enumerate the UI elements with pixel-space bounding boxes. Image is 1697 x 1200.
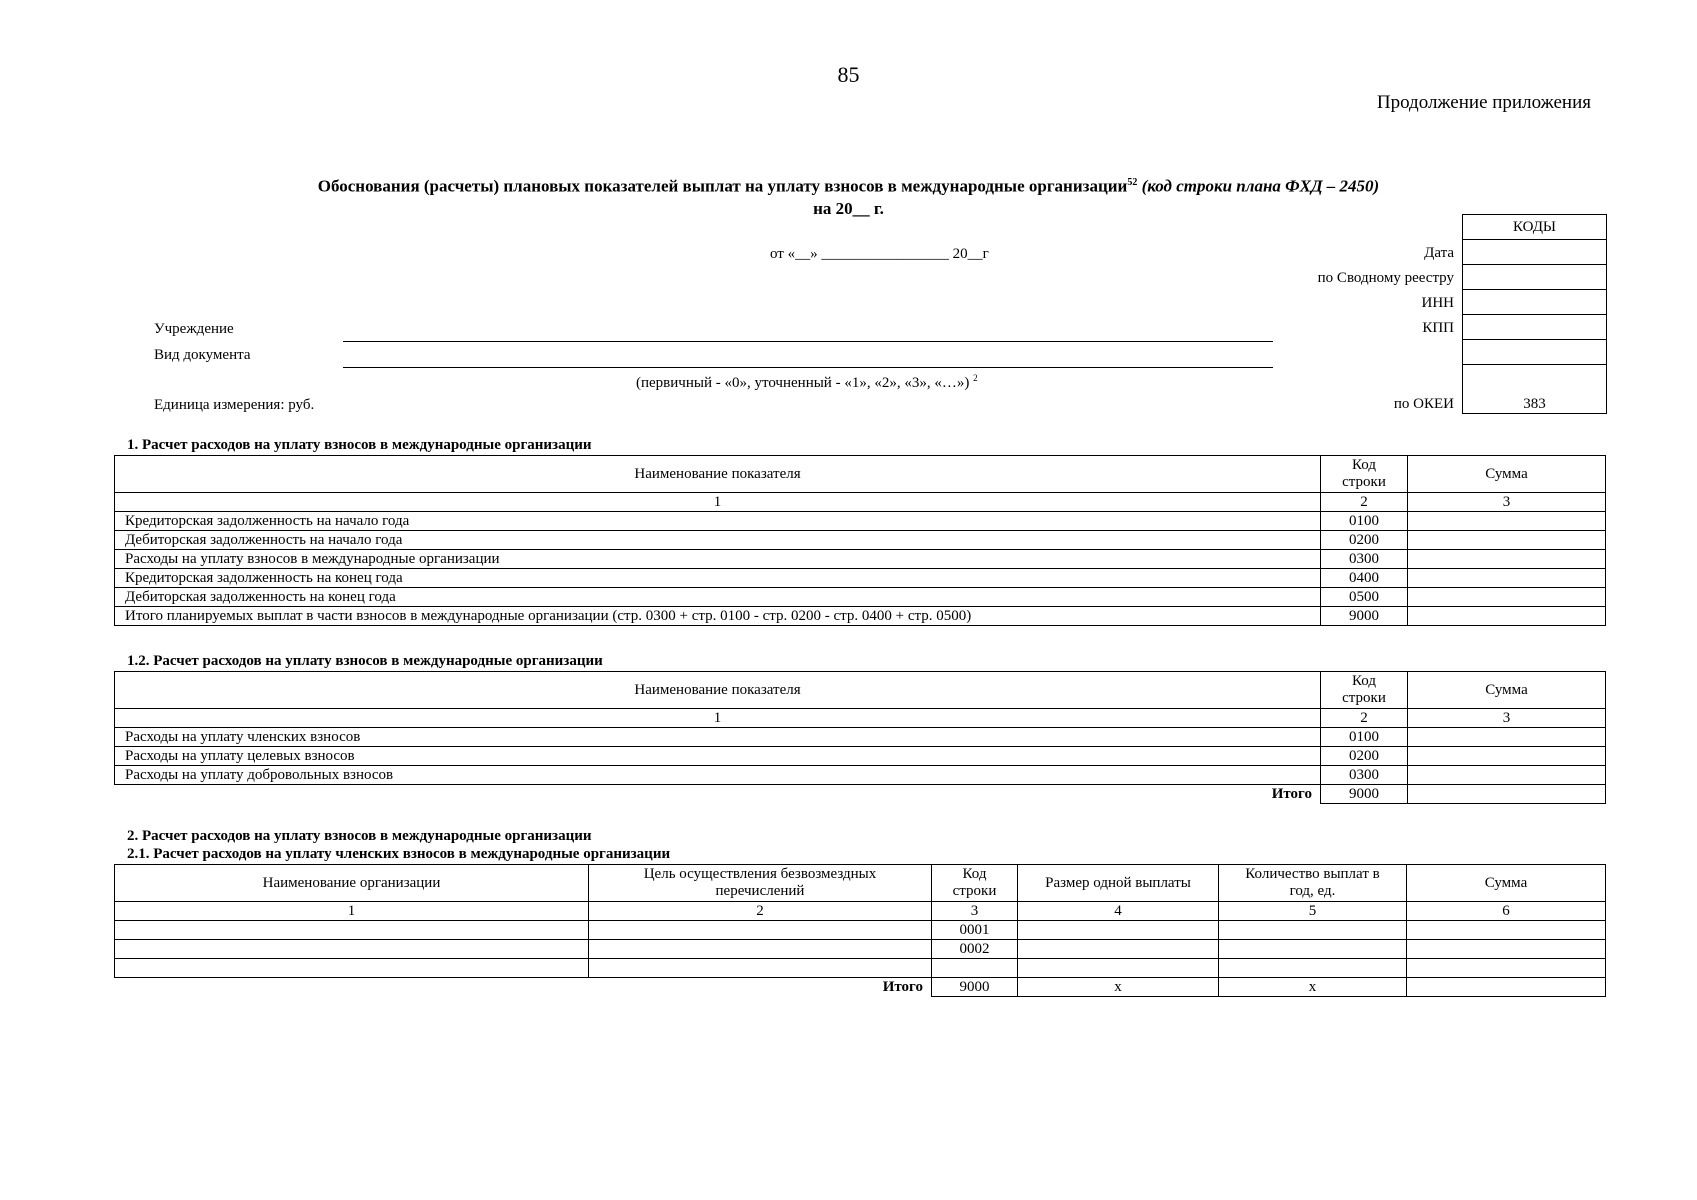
table-row bbox=[115, 607, 1606, 626]
s2-total-size: х bbox=[1018, 978, 1219, 997]
s2-row-code: 0002 bbox=[932, 940, 1018, 959]
s12-row-sum[interactable] bbox=[1408, 728, 1606, 747]
s1-row-code: 9000 bbox=[1321, 607, 1408, 626]
s2-total-sum[interactable] bbox=[1407, 978, 1606, 997]
title-italic: (код строки плана ФХД – 2450) bbox=[1137, 176, 1380, 196]
label-okei: по ОКЕИ bbox=[1393, 396, 1454, 412]
table-row bbox=[115, 747, 1606, 766]
s12-row-name: Расходы на уплату добровольных взносов bbox=[115, 766, 1321, 785]
code-date-cell[interactable] bbox=[1463, 240, 1607, 265]
s12-row-code: 0100 bbox=[1321, 728, 1408, 747]
section1-table bbox=[114, 455, 1606, 626]
doc-type-line[interactable] bbox=[343, 367, 1273, 368]
s1-header-sum: Сумма bbox=[1408, 456, 1606, 493]
section1-2-table bbox=[114, 671, 1606, 804]
s2-header-code-text: Код строки bbox=[952, 866, 997, 899]
s2-row-count[interactable] bbox=[1219, 921, 1407, 940]
s2-total-count: х bbox=[1219, 978, 1407, 997]
section2-1-title: 2.1. Расчет расходов на уплату членских взносов в международные организации bbox=[127, 846, 671, 862]
section2-1-table bbox=[114, 864, 1606, 997]
s12-header-code bbox=[1321, 672, 1408, 709]
s1-row-sum[interactable] bbox=[1408, 531, 1606, 550]
table-row bbox=[115, 512, 1606, 531]
s12-header-code-text: Код строки bbox=[1342, 673, 1386, 706]
code-kpp-cell[interactable] bbox=[1463, 315, 1607, 340]
s1-row-name: Дебиторская задолженность на начало года bbox=[115, 531, 1321, 550]
s2-header-count-text: Количество выплат в год, ед. bbox=[1245, 866, 1380, 899]
label-inn: ИНН bbox=[1421, 295, 1454, 311]
table-row bbox=[115, 766, 1606, 785]
s1-row-code: 0400 bbox=[1321, 569, 1408, 588]
codes-header: КОДЫ bbox=[1463, 215, 1607, 240]
code-registry-cell[interactable] bbox=[1463, 265, 1607, 290]
page-number: 85 bbox=[837, 62, 860, 87]
s1-row-sum[interactable] bbox=[1408, 588, 1606, 607]
s2-row-org[interactable] bbox=[115, 959, 589, 978]
code-inn-cell[interactable] bbox=[1463, 290, 1607, 315]
s1-colnum-3: 3 bbox=[1408, 493, 1606, 512]
s12-row-code: 0200 bbox=[1321, 747, 1408, 766]
s1-row-code: 0200 bbox=[1321, 531, 1408, 550]
s2-row-code: 0001 bbox=[932, 921, 1018, 940]
table-row bbox=[115, 921, 1606, 940]
s2-colnum-6: 6 bbox=[1407, 902, 1606, 921]
s1-row-name: Итого планируемых выплат в части взносов в международные организации (стр. 0300 + стр. 0100 - стр. 0200 - стр. 0400 + стр. 0500) bbox=[115, 607, 1321, 626]
s2-row-goal[interactable] bbox=[589, 940, 932, 959]
s2-row-sum[interactable] bbox=[1407, 959, 1606, 978]
unit-label: Единица измерения: руб. bbox=[154, 397, 315, 413]
s2-colnum-5: 5 bbox=[1219, 902, 1407, 921]
s2-header-sum: Сумма bbox=[1407, 865, 1606, 902]
s1-row-code: 0500 bbox=[1321, 588, 1408, 607]
institution-line[interactable] bbox=[343, 341, 1273, 342]
doc-type-label: Вид документа bbox=[154, 347, 251, 363]
s2-header-goal-text: Цель осуществления безвозмездных перечислений bbox=[643, 866, 877, 899]
s12-header-sum: Сумма bbox=[1408, 672, 1606, 709]
continuation-label: Продолжение приложения bbox=[1376, 92, 1591, 113]
table-row bbox=[115, 728, 1606, 747]
s12-colnum-1: 1 bbox=[115, 709, 1321, 728]
s1-row-sum[interactable] bbox=[1408, 569, 1606, 588]
institution-label: Учреждение bbox=[154, 321, 234, 337]
table-row bbox=[115, 940, 1606, 959]
label-kpp: КПП bbox=[1422, 320, 1454, 336]
s1-row-name: Кредиторская задолженность на конец года bbox=[115, 569, 1321, 588]
doc-type-hint-text: (первичный - «0», уточненный - «1», «2», «3», «…») bbox=[636, 375, 970, 391]
doc-type-hint-sup: 2 bbox=[973, 373, 978, 383]
s2-row-count[interactable] bbox=[1219, 959, 1407, 978]
s12-row-code: 0300 bbox=[1321, 766, 1408, 785]
s12-colnum-3: 3 bbox=[1408, 709, 1606, 728]
s1-row-sum[interactable] bbox=[1408, 607, 1606, 626]
s2-header-size: Размер одной выплаты bbox=[1018, 865, 1219, 902]
s2-header-code bbox=[932, 865, 1018, 902]
section1-title: 1. Расчет расходов на уплату взносов в международные организации bbox=[127, 437, 592, 453]
table-row bbox=[115, 588, 1606, 607]
s1-row-code: 0300 bbox=[1321, 550, 1408, 569]
table-row bbox=[115, 569, 1606, 588]
s2-row-org[interactable] bbox=[115, 921, 589, 940]
s1-row-name: Дебиторская задолженность на конец года bbox=[115, 588, 1321, 607]
s2-total-label: Итого bbox=[589, 978, 932, 997]
doc-type-hint bbox=[636, 373, 978, 392]
s1-row-code: 0100 bbox=[1321, 512, 1408, 531]
s2-header-org: Наименование организации bbox=[115, 865, 589, 902]
s2-row-size[interactable] bbox=[1018, 921, 1219, 940]
s1-header-code bbox=[1321, 456, 1408, 493]
s1-header-name: Наименование показателя bbox=[115, 456, 1321, 493]
s2-row-sum[interactable] bbox=[1407, 940, 1606, 959]
s2-total-code: 9000 bbox=[932, 978, 1018, 997]
s2-row-size[interactable] bbox=[1018, 940, 1219, 959]
date-line: от «__» _________________ 20__г bbox=[770, 246, 989, 262]
s2-row-code bbox=[932, 959, 1018, 978]
s12-row-sum[interactable] bbox=[1408, 766, 1606, 785]
total-row bbox=[115, 785, 1606, 804]
s12-colnum-2: 2 bbox=[1321, 709, 1408, 728]
s1-header-code-text: Код строки bbox=[1342, 457, 1386, 490]
title-footnote: 52 bbox=[1127, 177, 1138, 188]
s2-row-org[interactable] bbox=[115, 940, 589, 959]
table-row bbox=[115, 550, 1606, 569]
section1-2-title: 1.2. Расчет расходов на уплату взносов в международные организации bbox=[127, 653, 603, 669]
codes-table bbox=[1462, 214, 1607, 414]
s2-row-count[interactable] bbox=[1219, 940, 1407, 959]
title-main: Обоснования (расчеты) плановых показателей выплат на уплату взносов в международные организации bbox=[317, 176, 1128, 196]
s2-row-goal[interactable] bbox=[589, 959, 932, 978]
s2-colnum-4: 4 bbox=[1018, 902, 1219, 921]
s12-row-name: Расходы на уплату членских взносов bbox=[115, 728, 1321, 747]
s2-header-goal bbox=[589, 865, 932, 902]
s12-total-label: Итого bbox=[115, 785, 1321, 804]
s1-row-name: Расходы на уплату взносов в международные организации bbox=[115, 550, 1321, 569]
section2-title: 2. Расчет расходов на уплату взносов в международные организации bbox=[127, 828, 592, 844]
s2-row-goal[interactable] bbox=[589, 921, 932, 940]
label-date: Дата bbox=[1424, 245, 1454, 261]
s12-header-name: Наименование показателя bbox=[115, 672, 1321, 709]
s1-colnum-2: 2 bbox=[1321, 493, 1408, 512]
s2-total-spacer bbox=[115, 978, 589, 997]
s2-colnum-3: 3 bbox=[932, 902, 1018, 921]
s1-row-name: Кредиторская задолженность на начало года bbox=[115, 512, 1321, 531]
title-line2: на 20__ г. bbox=[813, 198, 884, 218]
s12-row-name: Расходы на уплату целевых взносов bbox=[115, 747, 1321, 766]
s1-colnum-1: 1 bbox=[115, 493, 1321, 512]
table-row bbox=[115, 959, 1606, 978]
document-title bbox=[0, 172, 1697, 220]
s2-row-sum[interactable] bbox=[1407, 921, 1606, 940]
s12-total-sum[interactable] bbox=[1408, 785, 1606, 804]
s12-total-code: 9000 bbox=[1321, 785, 1408, 804]
s1-row-sum[interactable] bbox=[1408, 512, 1606, 531]
code-okei-cell: 383 bbox=[1463, 365, 1607, 414]
total-row bbox=[115, 978, 1606, 997]
s1-row-sum[interactable] bbox=[1408, 550, 1606, 569]
label-registry: по Сводному реестру bbox=[1317, 270, 1454, 286]
table-row bbox=[115, 531, 1606, 550]
code-blank-cell[interactable] bbox=[1463, 340, 1607, 365]
s2-colnum-1: 1 bbox=[115, 902, 589, 921]
s12-row-sum[interactable] bbox=[1408, 747, 1606, 766]
s2-colnum-2: 2 bbox=[589, 902, 932, 921]
s2-header-count bbox=[1219, 865, 1407, 902]
s2-row-size[interactable] bbox=[1018, 959, 1219, 978]
